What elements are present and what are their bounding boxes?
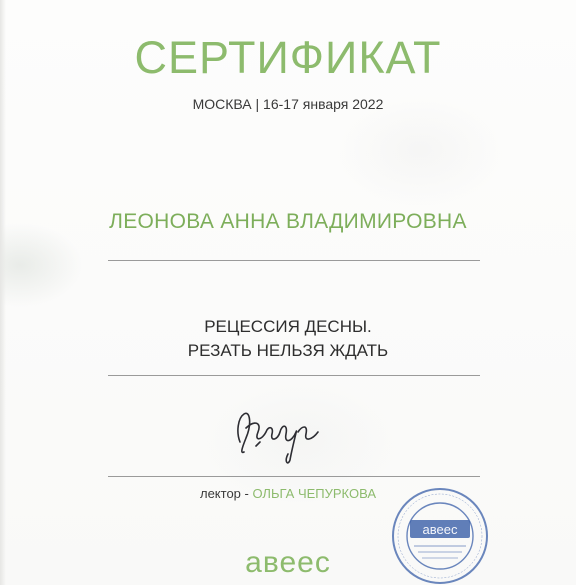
signature-line <box>108 476 480 477</box>
course-title <box>0 315 576 363</box>
certificate-title: СЕРТИФИКАТ <box>134 32 442 83</box>
brand-logo: авеес <box>245 546 331 579</box>
recipient-underline <box>108 260 480 261</box>
organization-stamp <box>384 486 496 585</box>
lecturer-prefix: лектор <box>199 486 241 501</box>
course-underline <box>108 375 480 376</box>
course-title-line1: РЕЦЕССИЯ ДЕСНЫ. <box>204 317 372 336</box>
stamp-center-text: авеес <box>422 522 458 537</box>
lecturer-dash: - <box>240 486 253 501</box>
recipient-name: ЛЕОНОВА АННА ВЛАДИМИРОВНА <box>109 210 467 233</box>
lecturer-name: ОЛЬГА ЧЕПУРКОВА <box>252 486 377 501</box>
event-location-date: МОСКВА | 16-17 января 2022 <box>192 96 384 112</box>
signature <box>232 402 332 466</box>
course-title-line2: РЕЗАТЬ НЕЛЬЗЯ ЖДАТЬ <box>187 341 389 360</box>
